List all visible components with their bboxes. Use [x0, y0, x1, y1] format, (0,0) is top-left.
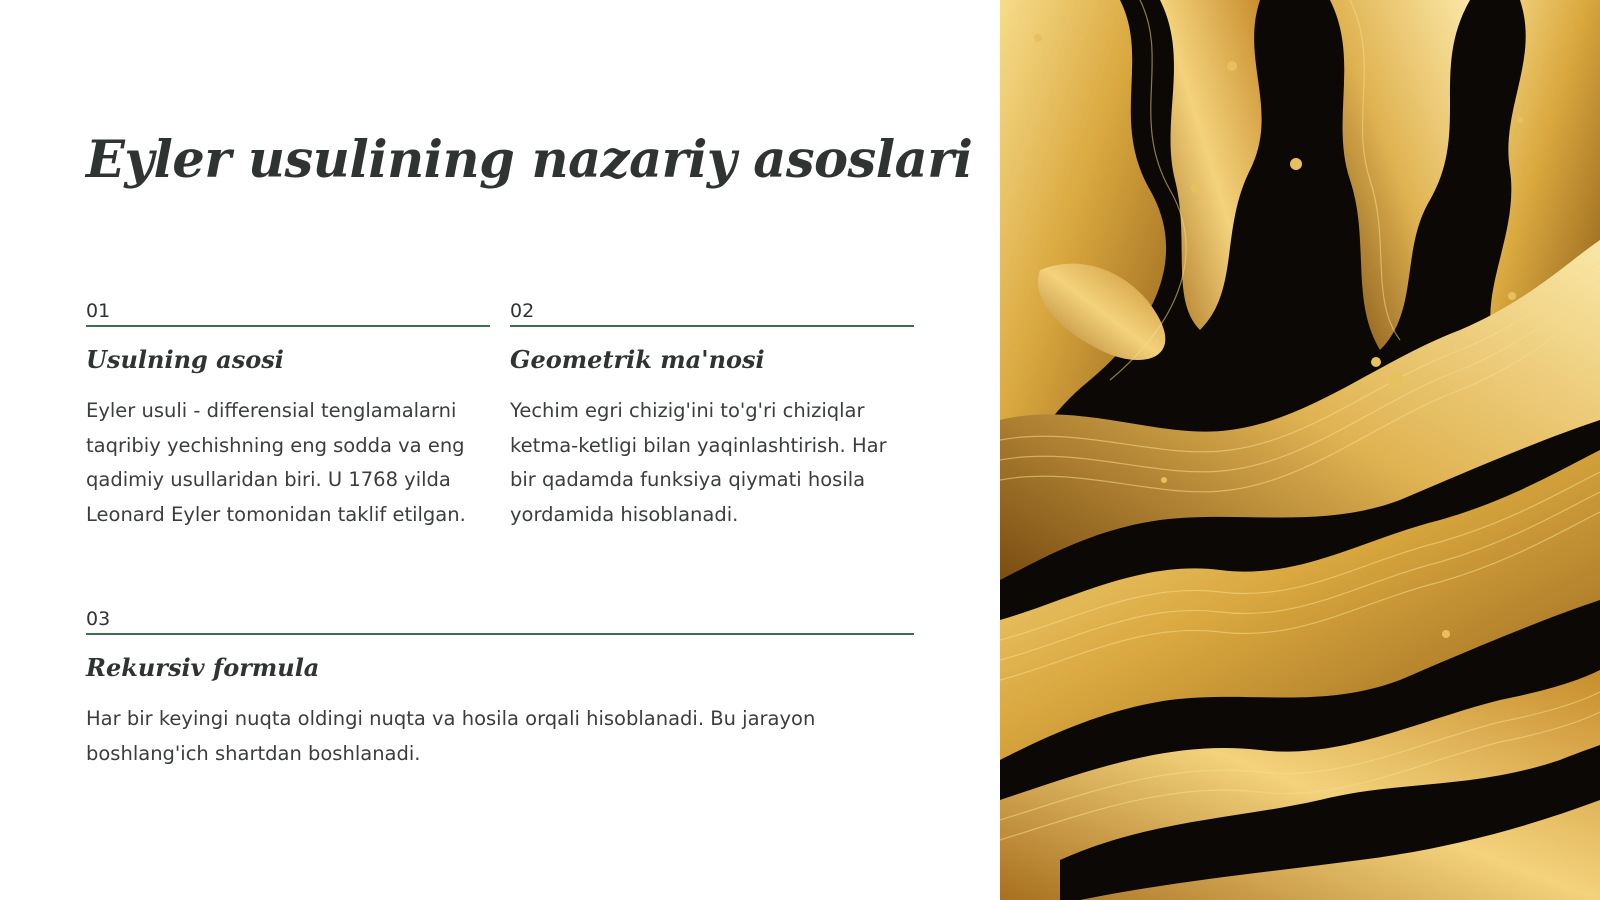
body-line: Har bir keyingi nuqta oldingi nuqta va hosila orqali hisoblanadi. Bu jarayon: [86, 707, 816, 730]
body-line: Eyler usuli - differensial tenglamalarni: [86, 399, 457, 422]
body-line: ketma-ketligi bilan yaqinlashtirish. Har: [510, 433, 887, 457]
section-body: [86, 394, 490, 532]
section-heading: Rekursiv formula: [86, 653, 320, 682]
section-01: [86, 300, 490, 532]
gold-black-abstract-waves-image: [1000, 0, 1600, 900]
body-line: taqribiy yechishning eng sodda va eng: [86, 433, 465, 457]
section-heading: Usulning asosi: [86, 345, 284, 374]
section-divider: [510, 325, 914, 327]
section-heading: Geometrik ma'nosi: [510, 345, 765, 374]
section-02: [510, 300, 914, 532]
body-line: Leonard Eyler tomonidan taklif etilgan.: [86, 502, 466, 526]
body-line: Yechim egri chizig'ini to'g'ri chiziqlar: [510, 399, 865, 422]
section-03: [86, 608, 914, 771]
body-line: boshlang'ich shartdan boshlanadi.: [86, 741, 421, 765]
slide-title: Eyler usulining nazariy asoslari: [86, 130, 973, 190]
section-body: [510, 394, 914, 532]
section-divider: [86, 325, 490, 327]
section-number: 01: [86, 300, 111, 322]
section-body: [86, 702, 914, 771]
section-divider: [86, 633, 914, 635]
body-line: qadimiy usullaridan biri. U 1768 yilda: [86, 468, 451, 491]
abstract-waves-illustration: [1000, 0, 1600, 900]
body-line: yordamida hisoblanadi.: [510, 502, 739, 526]
body-line: bir qadamda funksiya qiymati hosila: [510, 468, 866, 491]
section-number: 03: [86, 608, 111, 630]
section-number: 02: [510, 300, 535, 322]
